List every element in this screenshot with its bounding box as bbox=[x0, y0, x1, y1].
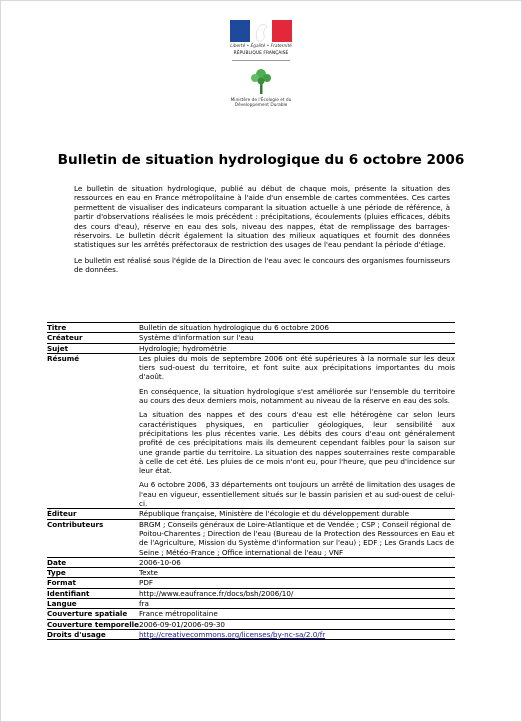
meta-value: République française, Ministère de l'écologie et du développement durable bbox=[139, 509, 455, 519]
meta-label: Identifiant bbox=[47, 588, 139, 598]
resume-paragraph: Les pluies du mois de septembre 2006 ont été supérieures à la normale sur les deux tiers sud-ouest du territoire, et font suite aux précipitations importantes du mois d'août. bbox=[139, 353, 455, 382]
meta-row-resume bbox=[47, 353, 455, 508]
meta-value: Texte bbox=[139, 568, 455, 578]
resume-paragraph: En conséquence, la situation hydrologique s'est améliorée sur l'ensemble du territoire au cours des deux derniers mois, notamment au niveau de la réserve en eau des sols. bbox=[139, 386, 455, 406]
meta-row-date bbox=[47, 557, 455, 567]
meta-label: Éditeur bbox=[47, 509, 139, 519]
license-link[interactable]: http://creativecommons.org/licenses/by-nc-sa/2.0/fr bbox=[139, 629, 326, 639]
meta-value: PDF bbox=[139, 578, 455, 588]
meta-label: Type bbox=[47, 568, 139, 578]
ministry-name: Ministère de l'Écologie et du Développement Durable bbox=[230, 98, 292, 108]
meta-value: 2006-09-01/2006-09-30 bbox=[139, 619, 455, 629]
resume-paragraph: La situation des nappes et des cours d'eau est elle hétérogène car selon leurs caractéristiques physiques, en particulier géologiques, leur sensibilité aux précipitations les plus récentes varie. Les débits des cours d'eau ont généralement profité de ces précipitations mais ils demeurent cependant faibles pour la saison sur une grande partie du territoire. La situation des nappes souterraines reste comparable à celle de cet été. Les pluies de ce mois n'ont eu, pour l'heure, que peu d'incidence sur leur état. bbox=[139, 410, 455, 476]
meta-value: France métropolitaine bbox=[139, 609, 455, 619]
meta-value: http://www.eaufrance.fr/docs/bsh/2006/10/ bbox=[139, 588, 455, 598]
ministry-logo bbox=[230, 66, 292, 110]
meta-label: Sujet bbox=[47, 343, 139, 353]
tree-icon bbox=[248, 66, 274, 96]
meta-label: Couverture spatiale bbox=[47, 609, 139, 619]
meta-value bbox=[139, 353, 455, 508]
meta-row-titre bbox=[47, 323, 455, 333]
meta-label: Langue bbox=[47, 599, 139, 609]
page-title: Bulletin de situation hydrologique du 6 octobre 2006 bbox=[57, 152, 465, 168]
intro-paragraph: Le bulletin est réalisé sous l'égide de la Direction de l'eau avec le concours des organismes fournisseurs de données. bbox=[74, 255, 450, 275]
metadata-table bbox=[47, 322, 455, 640]
marianne-flag-icon bbox=[230, 20, 292, 42]
meta-label: Droits d'usage bbox=[47, 629, 139, 639]
resume-paragraph: Au 6 octobre 2006, 33 départements ont toujours un arrêté de limitation des usages de l'eau en vigueur, essentiellement situés sur le bassin parisien et au sud-ouest de celui-ci. bbox=[139, 480, 455, 509]
republique-motto: Liberté • Égalité • Fraternité bbox=[230, 44, 292, 49]
meta-row-couverture-temporelle bbox=[47, 619, 455, 629]
meta-row-couverture-spatiale bbox=[47, 609, 455, 619]
meta-row-identifiant bbox=[47, 588, 455, 598]
meta-value: Système d'information sur l'eau bbox=[139, 333, 455, 343]
intro-paragraph: Le bulletin de situation hydrologique, publié au début de chaque mois, présente la situation des ressources en eau en France métropolitaine à l'aide d'un ensemble de cartes commentées. Ces cartes permettent de visualiser des indicateurs comparant la situation actuelle à une période de référence, à partir d'observations réalisées le mois précédent : précipitations, écoulements (pluies efficaces, débits des cours d'eau), réserve en eau des sols, niveau des nappes, état de remplissage des barrages-réservoirs. Le bulletin décrit également la situation des milieux aquatiques et fournit des données statistiques sur les arrêtés préfectoraux de restriction des usages de l'eau pendant la période d'étiage. bbox=[74, 184, 450, 250]
meta-row-contributeurs bbox=[47, 519, 455, 557]
meta-label: Date bbox=[47, 557, 139, 567]
meta-value: Hydrologie; hydrométrie bbox=[139, 343, 455, 353]
logo-divider bbox=[232, 60, 290, 61]
meta-label: Créateur bbox=[47, 333, 139, 343]
meta-value: BRGM ; Conseils généraux de Loire-Atlantique et de Vendée ; CSP ; Conseil régional de Poitou-Charentes ; Direction de l'eau (Bureau de la Protection des Ressources en Eau et de l'Agriculture, Mission du Système d'information sur l'eau) ; EDF ; Les Grands Lacs de Seine ; Météo-France ; Office international de l'eau ; VNF bbox=[139, 519, 455, 557]
meta-row-langue bbox=[47, 599, 455, 609]
meta-value: fra bbox=[139, 599, 455, 609]
meta-value: Bulletin de situation hydrologique du 6 octobre 2006 bbox=[139, 323, 455, 333]
meta-value: 2006-10-06 bbox=[139, 557, 455, 567]
republique-name: RÉPUBLIQUE FRANÇAISE bbox=[233, 51, 289, 56]
meta-row-createur bbox=[47, 333, 455, 343]
meta-row-type bbox=[47, 568, 455, 578]
meta-row-sujet bbox=[47, 343, 455, 353]
meta-row-droits bbox=[47, 629, 455, 639]
meta-row-format bbox=[47, 578, 455, 588]
meta-label: Résumé bbox=[47, 353, 139, 508]
meta-label: Titre bbox=[47, 323, 139, 333]
meta-label: Contributeurs bbox=[47, 519, 139, 557]
meta-row-editeur bbox=[47, 509, 455, 519]
intro-text bbox=[74, 184, 450, 281]
meta-value bbox=[139, 629, 455, 639]
meta-label: Couverture temporelle bbox=[47, 619, 140, 629]
meta-label: Format bbox=[47, 578, 139, 588]
republique-francaise-logo bbox=[230, 20, 292, 58]
